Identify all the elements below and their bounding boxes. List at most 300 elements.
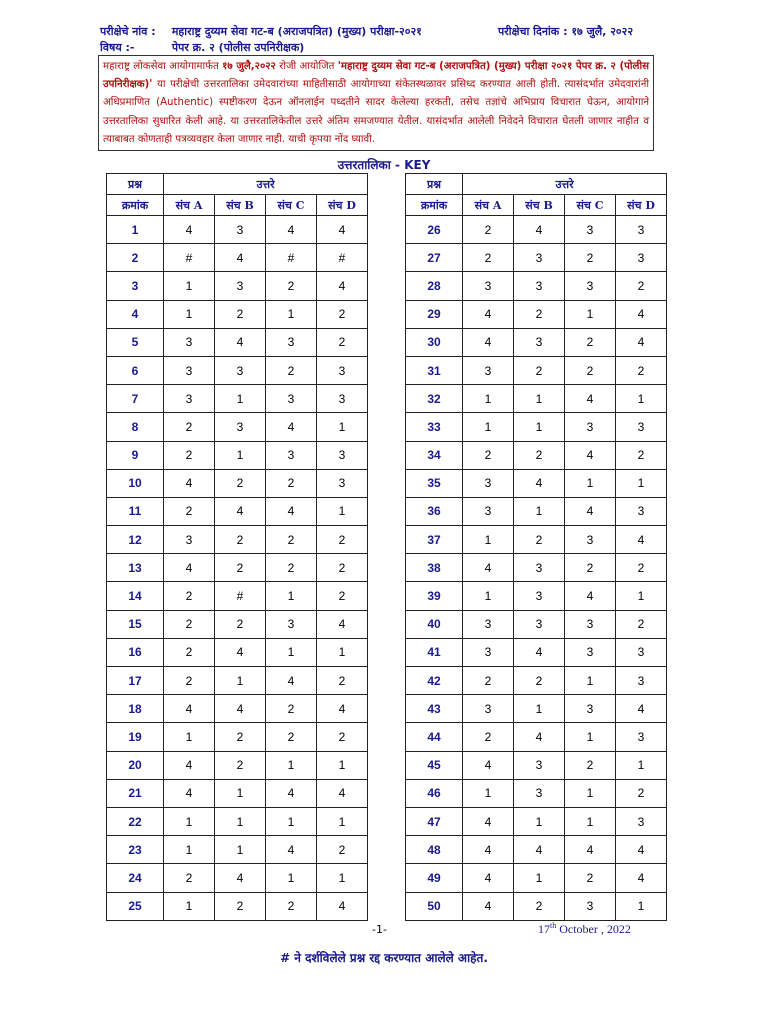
answer-set-c-cell: 2 [266, 892, 317, 920]
answer-set-d-cell: 1 [317, 497, 368, 525]
answer-set-d-cell: 2 [317, 836, 368, 864]
table-row [406, 356, 667, 384]
question-number-cell: 31 [406, 356, 463, 384]
answer-set-a-cell: # [164, 244, 215, 272]
answer-set-c-cell: 3 [565, 526, 616, 554]
question-number-cell: 45 [406, 751, 463, 779]
table-row [406, 695, 667, 723]
answer-set-a-cell: 4 [164, 216, 215, 244]
table-row [107, 413, 368, 441]
question-number-cell: 43 [406, 695, 463, 723]
answer-set-d-cell: 1 [616, 892, 667, 920]
answer-set-c-cell: 2 [266, 272, 317, 300]
table-row [406, 328, 667, 356]
answer-set-a-cell: 2 [463, 723, 514, 751]
answer-set-a-cell: 3 [463, 272, 514, 300]
question-number-cell: 1 [107, 216, 164, 244]
answer-set-b-cell: 2 [514, 356, 565, 384]
answer-set-c-cell: 4 [565, 385, 616, 413]
answer-set-a-cell: 3 [164, 385, 215, 413]
answer-set-d-cell: 2 [616, 779, 667, 807]
answer-set-c-cell: 2 [266, 526, 317, 554]
answer-set-d-cell: 3 [317, 441, 368, 469]
answer-set-d-cell: 1 [317, 751, 368, 779]
table-row [406, 554, 667, 582]
table-row [406, 526, 667, 554]
answer-set-b-cell: 4 [514, 638, 565, 666]
answer-set-c-cell: 2 [266, 469, 317, 497]
table-row [107, 272, 368, 300]
table-row [107, 582, 368, 610]
answer-set-a-cell: 3 [463, 497, 514, 525]
answer-set-c-cell: 3 [266, 441, 317, 469]
answer-set-d-cell: 3 [317, 356, 368, 384]
table-body [107, 216, 368, 921]
answers-header: उत्तरे [164, 174, 368, 195]
answer-set-d-cell: 3 [616, 413, 667, 441]
answer-set-d-cell: 4 [317, 779, 368, 807]
answer-set-a-cell: 2 [463, 441, 514, 469]
table-row [406, 807, 667, 835]
answer-set-d-cell: 4 [317, 695, 368, 723]
notice-text: रोजी आयोजित [275, 61, 338, 72]
answer-set-b-cell: 3 [514, 554, 565, 582]
table-row [107, 864, 368, 892]
answer-set-a-cell: 1 [463, 526, 514, 554]
answer-set-a-cell: 2 [164, 638, 215, 666]
table-row [107, 638, 368, 666]
answer-set-d-cell: 3 [616, 244, 667, 272]
table-row [107, 216, 368, 244]
set-c-header: संच C [565, 195, 616, 216]
answer-set-b-cell: 3 [215, 272, 266, 300]
table-row [406, 244, 667, 272]
answer-set-b-cell: 4 [215, 638, 266, 666]
answer-set-c-cell: 4 [266, 413, 317, 441]
question-number-cell: 21 [107, 779, 164, 807]
set-d-header: संच D [317, 195, 368, 216]
question-number-cell: 38 [406, 554, 463, 582]
date-day: 17 [538, 922, 550, 936]
answer-set-b-cell: 3 [514, 328, 565, 356]
answer-set-c-cell: 1 [266, 638, 317, 666]
answer-set-a-cell: 2 [164, 667, 215, 695]
table-row [406, 892, 667, 920]
question-number-cell: 48 [406, 836, 463, 864]
answer-set-a-cell: 1 [463, 779, 514, 807]
answer-set-c-cell: 1 [565, 807, 616, 835]
answer-set-d-cell: 4 [616, 836, 667, 864]
answer-set-a-cell: 1 [164, 272, 215, 300]
answer-set-a-cell: 4 [164, 779, 215, 807]
question-number-cell: 9 [107, 441, 164, 469]
table-row [406, 723, 667, 751]
notice-box [98, 55, 654, 151]
answer-set-d-cell: 1 [317, 413, 368, 441]
question-number-cell: 37 [406, 526, 463, 554]
table-row [406, 469, 667, 497]
answer-set-d-cell: 3 [616, 497, 667, 525]
answer-set-a-cell: 4 [463, 864, 514, 892]
answer-set-d-cell: 3 [616, 723, 667, 751]
answer-set-c-cell: 4 [565, 836, 616, 864]
answer-set-c-cell: 4 [266, 497, 317, 525]
answer-set-a-cell: 2 [463, 667, 514, 695]
answer-set-d-cell: 2 [616, 554, 667, 582]
answer-set-a-cell: 2 [164, 610, 215, 638]
answer-set-b-cell: 1 [514, 385, 565, 413]
answer-set-b-cell: 1 [215, 385, 266, 413]
set-c-header: संच C [266, 195, 317, 216]
question-number-cell: 35 [406, 469, 463, 497]
answer-set-c-cell: 1 [266, 582, 317, 610]
answer-set-a-cell: 3 [164, 526, 215, 554]
answer-set-d-cell: 2 [616, 356, 667, 384]
answer-set-c-cell: 3 [565, 892, 616, 920]
answer-set-d-cell: 1 [616, 582, 667, 610]
table-row [406, 638, 667, 666]
table-row [406, 413, 667, 441]
answer-set-b-cell: 2 [514, 300, 565, 328]
table-row [406, 441, 667, 469]
answer-set-a-cell: 3 [463, 638, 514, 666]
table-row [107, 807, 368, 835]
table-row [107, 779, 368, 807]
table-row [406, 216, 667, 244]
answer-set-b-cell: 4 [514, 836, 565, 864]
question-number-header: प्रश्न [406, 174, 463, 195]
answer-set-b-cell: 1 [514, 497, 565, 525]
question-number-cell: 24 [107, 864, 164, 892]
page-number: -1- [372, 923, 387, 936]
answer-set-a-cell: 1 [463, 385, 514, 413]
answer-set-d-cell: 4 [317, 216, 368, 244]
answer-set-b-cell: 1 [514, 864, 565, 892]
answer-set-b-cell: 1 [514, 695, 565, 723]
answer-set-b-cell: 4 [514, 723, 565, 751]
answer-set-a-cell: 2 [463, 244, 514, 272]
date-suffix: th [550, 921, 557, 930]
answer-set-d-cell: 4 [616, 300, 667, 328]
answer-set-b-cell: 3 [215, 356, 266, 384]
question-number-cell: 6 [107, 356, 164, 384]
table-row [406, 779, 667, 807]
answer-set-c-cell: 1 [565, 667, 616, 695]
question-number-header: क्रमांक [107, 195, 164, 216]
answer-key-title: उत्तरतालिका - KEY [337, 158, 431, 172]
answer-set-c-cell: 1 [266, 807, 317, 835]
question-number-cell: 41 [406, 638, 463, 666]
answer-set-b-cell: 1 [514, 807, 565, 835]
table-row [406, 385, 667, 413]
question-number-cell: 29 [406, 300, 463, 328]
table-row [107, 356, 368, 384]
answer-set-b-cell: 2 [215, 300, 266, 328]
answer-set-c-cell: 3 [266, 610, 317, 638]
question-number-cell: 10 [107, 469, 164, 497]
table-row [107, 526, 368, 554]
question-number-cell: 11 [107, 497, 164, 525]
table-row [107, 723, 368, 751]
answer-set-c-cell: 3 [565, 695, 616, 723]
answer-set-b-cell: 1 [215, 807, 266, 835]
answer-set-c-cell: 1 [266, 300, 317, 328]
answer-set-a-cell: 4 [463, 751, 514, 779]
answer-set-d-cell: 2 [616, 272, 667, 300]
table-row [107, 328, 368, 356]
answer-set-c-cell: 3 [565, 638, 616, 666]
subject-label: विषय :- [100, 41, 135, 54]
answer-set-b-cell: 2 [514, 667, 565, 695]
date-rest: October , 2022 [556, 922, 631, 936]
question-number-cell: 40 [406, 610, 463, 638]
answer-set-b-cell: 3 [514, 779, 565, 807]
answer-set-b-cell: 3 [514, 751, 565, 779]
answer-set-a-cell: 4 [463, 554, 514, 582]
answer-set-d-cell: 4 [317, 892, 368, 920]
question-number-cell: 36 [406, 497, 463, 525]
answer-set-a-cell: 4 [164, 751, 215, 779]
exam-name-label: परीक्षेचे नांव : [100, 25, 156, 38]
answer-set-c-cell: 1 [565, 723, 616, 751]
answer-set-c-cell: 2 [565, 244, 616, 272]
question-number-cell: 50 [406, 892, 463, 920]
answer-set-d-cell: 2 [616, 610, 667, 638]
table-row [107, 469, 368, 497]
answer-set-b-cell: 3 [514, 610, 565, 638]
answer-set-a-cell: 2 [164, 864, 215, 892]
answer-set-d-cell: 3 [616, 807, 667, 835]
answer-set-c-cell: 4 [266, 216, 317, 244]
question-number-cell: 32 [406, 385, 463, 413]
question-number-cell: 14 [107, 582, 164, 610]
question-number-cell: 20 [107, 751, 164, 779]
answer-set-b-cell: 4 [215, 864, 266, 892]
question-number-cell: 2 [107, 244, 164, 272]
question-number-cell: 30 [406, 328, 463, 356]
answer-set-b-cell: 1 [215, 779, 266, 807]
answer-set-c-cell: 2 [565, 328, 616, 356]
question-number-cell: 26 [406, 216, 463, 244]
answer-set-d-cell: 4 [317, 610, 368, 638]
question-number-cell: 39 [406, 582, 463, 610]
answer-set-c-cell: 4 [565, 497, 616, 525]
answer-set-a-cell: 3 [463, 610, 514, 638]
question-number-cell: 47 [406, 807, 463, 835]
table-row [107, 554, 368, 582]
answer-set-d-cell: 3 [317, 469, 368, 497]
question-number-cell: 34 [406, 441, 463, 469]
answer-set-d-cell: 4 [317, 272, 368, 300]
answer-set-d-cell: 3 [616, 216, 667, 244]
set-a-header: संच A [463, 195, 514, 216]
answer-set-c-cell: 2 [266, 723, 317, 751]
answer-set-c-cell: 1 [266, 751, 317, 779]
answer-set-b-cell: 1 [514, 413, 565, 441]
answer-set-a-cell: 3 [463, 356, 514, 384]
answer-set-a-cell: 4 [463, 807, 514, 835]
answer-set-b-cell: 3 [514, 272, 565, 300]
question-number-cell: 4 [107, 300, 164, 328]
question-number-cell: 3 [107, 272, 164, 300]
exam-date-row [498, 24, 633, 39]
answer-set-d-cell: 4 [616, 864, 667, 892]
answer-set-b-cell: 1 [215, 667, 266, 695]
answer-set-a-cell: 4 [463, 300, 514, 328]
answer-set-c-cell: 4 [565, 582, 616, 610]
answer-set-c-cell: # [266, 244, 317, 272]
answer-set-b-cell: 3 [215, 216, 266, 244]
answer-key-table-left [106, 173, 368, 921]
exam-name: महाराष्ट्र दुय्यम सेवा गट-ब (अराजपत्रित) (मुख्य) परीक्षा-२०२१ [171, 25, 422, 38]
answer-set-c-cell: 2 [266, 554, 317, 582]
answer-set-a-cell: 1 [463, 413, 514, 441]
table-row [406, 272, 667, 300]
answer-set-a-cell: 1 [164, 807, 215, 835]
answer-set-a-cell: 1 [164, 892, 215, 920]
table-row [107, 441, 368, 469]
answer-set-d-cell: 4 [616, 526, 667, 554]
subject-row [100, 40, 304, 55]
answer-set-d-cell: # [317, 244, 368, 272]
table-row [107, 497, 368, 525]
answer-set-c-cell: 1 [565, 469, 616, 497]
answer-set-b-cell: 2 [514, 441, 565, 469]
answer-set-b-cell: 4 [215, 328, 266, 356]
answer-set-a-cell: 4 [164, 695, 215, 723]
table-row [406, 864, 667, 892]
answer-set-b-cell: 2 [215, 610, 266, 638]
table-row [406, 610, 667, 638]
answer-set-b-cell: 2 [215, 526, 266, 554]
answer-set-c-cell: 3 [565, 413, 616, 441]
answer-set-a-cell: 1 [164, 723, 215, 751]
answer-set-c-cell: 4 [565, 441, 616, 469]
answer-key-table-right [405, 173, 667, 921]
table-row [406, 836, 667, 864]
answer-set-c-cell: 2 [266, 356, 317, 384]
answer-set-a-cell: 2 [463, 216, 514, 244]
answer-set-b-cell: 2 [215, 469, 266, 497]
table-row [406, 751, 667, 779]
answer-set-b-cell: 4 [514, 216, 565, 244]
answer-set-d-cell: 1 [317, 638, 368, 666]
answer-set-b-cell: 1 [215, 836, 266, 864]
question-number-cell: 22 [107, 807, 164, 835]
question-number-cell: 28 [406, 272, 463, 300]
set-d-header: संच D [616, 195, 667, 216]
answer-set-c-cell: 2 [565, 356, 616, 384]
answer-set-a-cell: 2 [164, 497, 215, 525]
question-number-cell: 27 [406, 244, 463, 272]
exam-date: १७ जुलै, २०२२ [571, 25, 634, 38]
answer-set-a-cell: 1 [164, 836, 215, 864]
answer-set-a-cell: 3 [164, 356, 215, 384]
answer-set-d-cell: 1 [317, 864, 368, 892]
question-number-cell: 42 [406, 667, 463, 695]
answer-set-c-cell: 2 [266, 695, 317, 723]
table-row [406, 667, 667, 695]
publication-date [538, 921, 631, 937]
question-number-header: प्रश्न [107, 174, 164, 195]
answer-set-c-cell: 2 [565, 751, 616, 779]
answer-set-c-cell: 1 [565, 300, 616, 328]
answer-set-d-cell: 1 [317, 807, 368, 835]
answer-set-d-cell: 1 [616, 469, 667, 497]
question-number-cell: 13 [107, 554, 164, 582]
question-number-cell: 8 [107, 413, 164, 441]
answer-set-b-cell: 4 [215, 695, 266, 723]
answer-set-a-cell: 4 [164, 469, 215, 497]
answer-set-d-cell: 2 [317, 328, 368, 356]
answer-set-c-cell: 4 [266, 667, 317, 695]
answer-set-a-cell: 2 [164, 413, 215, 441]
answer-set-a-cell: 4 [463, 328, 514, 356]
answer-set-c-cell: 2 [565, 554, 616, 582]
answer-set-d-cell: 2 [317, 526, 368, 554]
table-row [107, 300, 368, 328]
set-b-header: संच B [514, 195, 565, 216]
table-body [406, 216, 667, 921]
question-number-header: क्रमांक [406, 195, 463, 216]
answer-set-b-cell: 2 [215, 554, 266, 582]
answer-set-a-cell: 4 [463, 836, 514, 864]
answer-set-b-cell: 2 [215, 751, 266, 779]
answer-set-d-cell: 2 [317, 554, 368, 582]
notice-exam-name: 'महाराष्ट्र दुय्यम सेवा गट-ब (अराजपत्रित) (मुख्य) परीक्षा २०२१ पेपर क्र. २ (पोलीस उपनिरीक्षक)' [103, 61, 649, 91]
answer-set-b-cell: # [215, 582, 266, 610]
answer-set-c-cell: 4 [266, 836, 317, 864]
answer-set-a-cell: 3 [164, 328, 215, 356]
answer-set-d-cell: 1 [616, 751, 667, 779]
answer-set-d-cell: 3 [317, 385, 368, 413]
answer-set-a-cell: 1 [164, 300, 215, 328]
subject: पेपर क्र. २ (पोलीस उपनिरीक्षक) [171, 41, 305, 54]
question-number-cell: 12 [107, 526, 164, 554]
answers-header: उत्तरे [463, 174, 667, 195]
answer-set-b-cell: 1 [215, 441, 266, 469]
set-a-header: संच A [164, 195, 215, 216]
answer-set-b-cell: 2 [514, 892, 565, 920]
answer-set-b-cell: 4 [514, 469, 565, 497]
table-row [406, 497, 667, 525]
question-number-cell: 23 [107, 836, 164, 864]
answer-set-a-cell: 3 [463, 695, 514, 723]
answer-set-a-cell: 3 [463, 469, 514, 497]
question-number-cell: 44 [406, 723, 463, 751]
answer-set-c-cell: 3 [565, 216, 616, 244]
answer-set-b-cell: 3 [514, 582, 565, 610]
answer-set-d-cell: 2 [616, 441, 667, 469]
answer-set-d-cell: 3 [616, 667, 667, 695]
table-row [107, 695, 368, 723]
answer-set-c-cell: 1 [565, 779, 616, 807]
table-row [107, 385, 368, 413]
answer-set-b-cell: 3 [215, 413, 266, 441]
answer-set-c-cell: 3 [266, 385, 317, 413]
answer-set-d-cell: 4 [616, 328, 667, 356]
question-number-cell: 18 [107, 695, 164, 723]
answer-set-c-cell: 1 [266, 864, 317, 892]
table-row [107, 667, 368, 695]
notice-text: या परीक्षेची उत्तरतालिका उमेदवारांच्या माहितीसाठी आयोगाच्या संकेतस्थळावर प्रसिध्द करण्यात आली होती. त्यासंदर्भात उमेदवारांनी अधिप्रमाणित (Authentic) स्पष्टीकरण देऊन ऑनलाईन पध्दतीने सादर केलेल्या हरकती, तसेच तज्ञांचे अभिप्राय विचारात घेऊन, आयोगाने उत्तरतालिका सुधारित केली आहे. या उत्तरतालिकेतील उत्तरे अंतिम समजण्यात येतील. यासंदर्भात आलेली निवेदने विचारात घेतली जाणार नाहीत व त्याबाबत कोणताही पत्रव्यवहार केला जाणार नाही. याची कृपया नोंद घ्यावी. [103, 79, 649, 145]
set-b-header: संच B [215, 195, 266, 216]
question-number-cell: 16 [107, 638, 164, 666]
answer-set-d-cell: 2 [317, 300, 368, 328]
table-row [107, 751, 368, 779]
answer-set-a-cell: 2 [164, 441, 215, 469]
answer-set-b-cell: 4 [215, 244, 266, 272]
